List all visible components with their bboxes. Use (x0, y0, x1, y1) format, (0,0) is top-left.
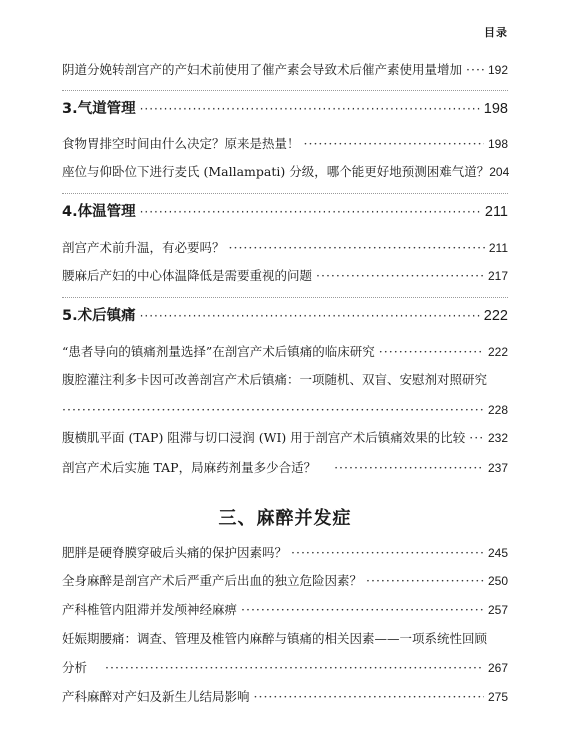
toc-entry-title-continued: 分析 (62, 660, 88, 675)
toc-entry-line2[interactable] (62, 660, 508, 676)
toc-entry[interactable] (62, 62, 508, 78)
toc-entry-title: 妊娠期腰痛：调查、管理及椎管内麻醉与镇痛的相关因素——一项系统性回顾 (62, 631, 488, 646)
toc-entry-page: 250 (487, 574, 508, 588)
toc-entry[interactable] (62, 344, 508, 360)
toc-leader-dots (140, 308, 480, 324)
toc-leader-dots (241, 602, 484, 618)
toc-entry-page: 267 (487, 661, 508, 675)
toc-entry-page: 192 (487, 63, 508, 77)
toc-entry-page: 257 (487, 603, 508, 617)
toc-entry[interactable] (62, 136, 508, 152)
toc-leader-dots (469, 430, 484, 446)
toc-entry-title: 座位与仰卧位下进行麦氏 (Mallampati) 分级，哪个能更好地预测困难气道？ (62, 164, 490, 179)
toc-entry-page: 222 (487, 345, 508, 359)
toc-entry[interactable] (62, 460, 508, 476)
toc-section[interactable] (62, 101, 508, 117)
toc-entry[interactable] (62, 573, 508, 589)
toc-entry[interactable] (62, 545, 508, 561)
toc-entry[interactable] (62, 602, 508, 618)
toc-entry-title: 剖宫产术后实施 TAP，局麻药剂量多少合适？ (62, 460, 317, 475)
toc-entry-title: 产科麻醉对产妇及新生儿结局影响 (62, 689, 250, 704)
toc-section-title: 4.体温管理 (62, 204, 136, 220)
toc-entry-title: 阴道分娩转剖宫产的产妇术前使用了催产素会导致术后催产素使用量增加 (62, 62, 463, 77)
toc-entry-title: 肥胖是硬脊膜穿破后头痛的保护因素吗？ (62, 545, 288, 560)
toc-section-title: 5.术后镇痛 (62, 308, 136, 324)
toc-entry[interactable] (62, 430, 508, 446)
toc-leader-dots (466, 62, 484, 78)
toc-entry-line2[interactable] (62, 402, 508, 418)
toc-leader-dots (140, 101, 480, 117)
toc-entry-page: 211 (488, 241, 508, 255)
toc-entry-title: 产科椎管内阻滞并发颅神经麻痹 (62, 602, 238, 617)
toc-section-title: 3.气道管理 (62, 101, 136, 117)
toc-leader-dots (316, 268, 484, 284)
toc-leader-dots (304, 136, 484, 152)
toc-leader-dots (291, 545, 484, 561)
section-divider (62, 297, 508, 298)
toc-entry[interactable] (62, 164, 508, 180)
toc-section-page: 222 (483, 308, 508, 324)
toc-entry-line1[interactable] (62, 372, 508, 388)
toc-entry-page: 245 (487, 546, 508, 560)
chapter-title: 三、麻醉并发症 (218, 508, 352, 529)
toc-section[interactable] (62, 204, 508, 220)
toc-entry-title: 食物胃排空时间由什么决定？原来是热量！ (62, 136, 300, 151)
toc-section-page: 211 (484, 204, 508, 220)
toc-entry-title: 剖宫产术前升温，有必要吗？ (62, 240, 225, 255)
section-divider (62, 90, 508, 91)
toc-entry-title: 腰麻后产妇的中心体温降低是需要重视的问题 (62, 268, 313, 283)
toc-entry-page: 204 (489, 165, 510, 179)
toc-leader-dots (334, 460, 484, 476)
toc-leader-dots (140, 204, 481, 220)
toc-entry-page: 237 (487, 461, 508, 475)
running-header: 目录 (484, 26, 508, 39)
section-divider (62, 193, 508, 194)
toc-leader-dots (105, 660, 484, 676)
toc-leader-dots (254, 689, 484, 705)
toc-leader-dots (379, 344, 484, 360)
toc-entry[interactable] (62, 240, 508, 256)
toc-entry-title: 腹腔灌注利多卡因可改善剖宫产术后镇痛：一项随机、双盲、安慰剂对照研究 (62, 372, 488, 387)
toc-entry-title: “患者导向的镇痛剂量选择”在剖宫产术后镇痛的临床研究 (62, 344, 375, 359)
toc-leader-dots (62, 402, 484, 418)
toc-entry-line1[interactable] (62, 631, 508, 647)
toc-section[interactable] (62, 308, 508, 324)
toc-entry-title: 腹横肌平面 (TAP) 阻滞与切口浸润 (WI) 用于剖宫产术后镇痛效果的比较 (62, 430, 466, 445)
toc-entry-page: 217 (487, 269, 508, 283)
toc-section-page: 198 (483, 101, 508, 117)
toc-entry-page: 198 (487, 137, 508, 151)
toc-entry-page: 228 (487, 403, 508, 417)
toc-entry-title: 全身麻醉是剖宫产术后严重产后出血的独立危险因素？ (62, 573, 363, 588)
toc-leader-dots (366, 573, 484, 589)
toc-entry-page: 275 (487, 690, 508, 704)
toc-entry[interactable] (62, 268, 508, 284)
toc-leader-dots (229, 240, 485, 256)
toc-entry[interactable] (62, 689, 508, 705)
toc-entry-page: 232 (487, 431, 508, 445)
